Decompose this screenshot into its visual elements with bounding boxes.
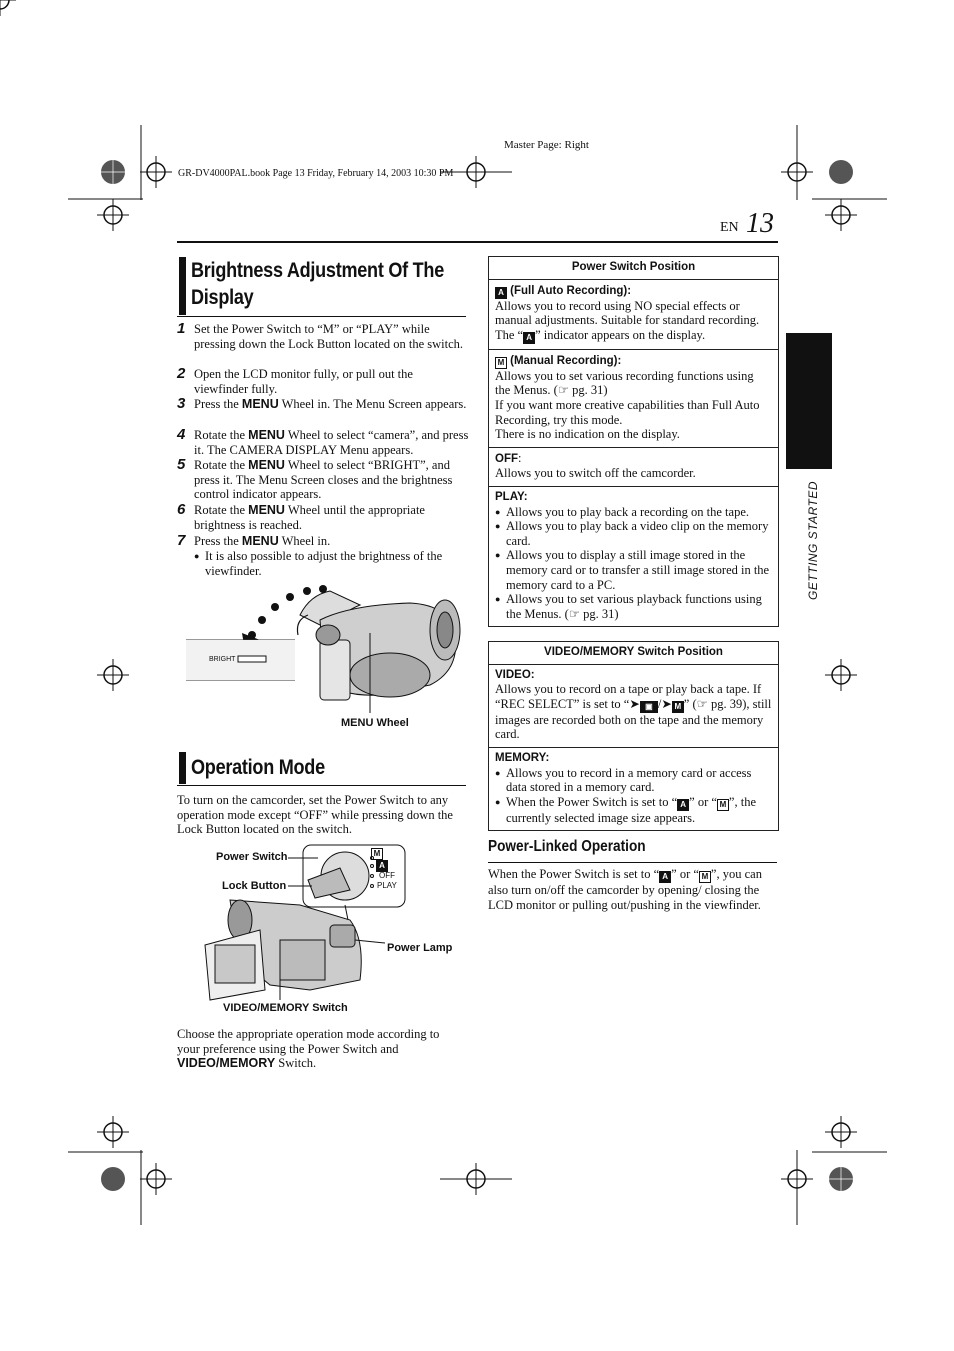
operation-intro: To turn on the camcorder, set the Power Switch to any operation mode except “OFF” while pressing down the Lock Button located on the switch. xyxy=(177,793,453,837)
header-rule xyxy=(177,241,778,243)
list-item: ● Allows you to play back a recording on the tape. xyxy=(495,505,772,520)
heading-rule xyxy=(177,316,466,317)
camcorder-menu-wheel-illustration xyxy=(180,585,470,715)
manual-mode-icon: M xyxy=(699,871,711,883)
off-section: OFF: Allows you to switch off the camcorder. xyxy=(489,448,778,487)
video-memory-position-table xyxy=(488,641,779,831)
manual-mode-icon: M xyxy=(495,357,507,369)
dial-manual-icon: M xyxy=(371,848,383,860)
play-section: PLAY: ● Allows you to play back a recording on the tape. ● Allows you to play back a video clip on the memory card. ● Allows you to display a still image stored in the memory card or to transfer a still image stored in the memory card to a PC. ● Allows you to set various playback functions using the Menus. (☞ pg. 31) xyxy=(489,487,778,626)
brightness-heading: Brightness Adjustment Of The Display xyxy=(191,259,445,309)
list-item: ● Allows you to play back a video clip on the memory card. xyxy=(495,519,772,548)
dial-off-label: OFF xyxy=(379,871,395,880)
lock-button-label: Lock Button xyxy=(222,880,287,892)
manual-section: M (Manual Recording): Allows you to set various recording functions using the Menus. (☞ pg. 31) If you want more creative capabilities than Full Auto Recording, try this mode. There is no indication on the display. xyxy=(489,350,778,448)
power-linked-text: When the Power Switch is set to “ A ” or “ M ”, you can also turn on/off the camcorder by opening/ closing the LCD monitor or pulling out/pushing in the viewfinder. xyxy=(488,867,762,912)
auto-mode-icon: A xyxy=(659,871,671,883)
heading-bar xyxy=(179,257,186,315)
master-page-label: Master Page: Right xyxy=(504,139,589,151)
bright-indicator-label: BRIGHT xyxy=(209,656,236,663)
list-item: ● Allows you to set various playback functions using the Menus. (☞ pg. 31) xyxy=(495,592,772,621)
memory-section: MEMORY: ● Allows you to record in a memory card or access data stored in a memory card. ● When the Power Switch is set to “ A ” or “ M ”, the currently selected image size appears. xyxy=(489,748,778,830)
video-memory-switch-label: VIDEO/MEMORY Switch xyxy=(223,1002,348,1014)
book-info-line: GR-DV4000PAL.book Page 13 Friday, February 14, 2003 10:30 PM xyxy=(178,168,454,179)
side-tab-block xyxy=(786,333,832,469)
power-lamp-label: Power Lamp xyxy=(387,942,453,954)
dial-auto-icon: A xyxy=(376,860,388,872)
language-code: EN xyxy=(720,220,739,235)
table-header: Power Switch Position xyxy=(489,257,778,280)
table-header: VIDEO/MEMORY Switch Position xyxy=(489,642,778,665)
heading-bar xyxy=(179,752,186,784)
dial-play-label: PLAY xyxy=(377,881,397,890)
auto-mode-icon: A xyxy=(677,799,689,811)
video-section: VIDEO: Allows you to record on a tape or play back a tape. If “REC SELECT” is set to “➤ ▣ /➤ M ” (☞ pg. 39), still images are recorded both on the tape and the memory card. xyxy=(489,665,778,748)
power-linked-heading: Power-Linked Operation xyxy=(488,838,646,855)
power-switch-illustration xyxy=(200,840,470,1010)
manual-mode-icon: M xyxy=(717,799,729,811)
operation-mode-heading: Operation Mode xyxy=(191,756,325,779)
list-item: ● Allows you to display a still image stored in the memory card or to transfer a still image stored in the memory card to a PC. xyxy=(495,548,772,592)
heading-rule xyxy=(177,785,466,786)
heading-rule xyxy=(488,862,777,863)
list-item: ● Allows you to record in a memory card or access data stored in a memory card. xyxy=(495,766,772,795)
power-switch-label: Power Switch xyxy=(216,851,288,863)
rec-select-icons: ➤ ▣ /➤ M xyxy=(629,697,683,711)
menu-wheel-label: MENU Wheel xyxy=(341,717,409,729)
page-number: 13 xyxy=(746,208,774,239)
auto-mode-icon: A xyxy=(523,332,535,344)
power-switch-position-table xyxy=(488,256,779,627)
operation-outro: Choose the appropriate operation mode according to your preference using the Power Switch and VIDEO/MEMORY Switch. xyxy=(177,1027,440,1071)
full-auto-section: A (Full Auto Recording): Allows you to record using NO special effects or manual adjustments. Suitable for standard recording. The “ A ” indicator appears on the display. xyxy=(489,280,778,350)
brightness-steps: 1 Set the Power Switch to “M” or “PLAY” while pressing down the Lock Button located on the switch. 2 Open the LCD monitor fully, or pull out the viewfinder fully. 3 Press the MENU Wheel in. The Menu Screen appears. 4 Rotate the MENU Wheel to select “camera”, and press it. The CAMERA DISPLAY Menu appears. 5 Rotate the MENU Wheel to select “BRIGHT”, and press it. The Menu Screen closes and the brightness control indicator appears. 6 Rotate the MENU Wheel until the appropriate brightness is reached. 7 Press the MENU Wheel in. ● It is also possible to adjust the brightness of the viewfinder. xyxy=(177,321,469,581)
list-item: ● When the Power Switch is set to “ A ” or “ M ”, the currently selected image size appears. xyxy=(495,795,772,826)
side-tab-label: GETTING STARTED xyxy=(806,480,820,600)
auto-mode-icon: A xyxy=(495,287,507,299)
